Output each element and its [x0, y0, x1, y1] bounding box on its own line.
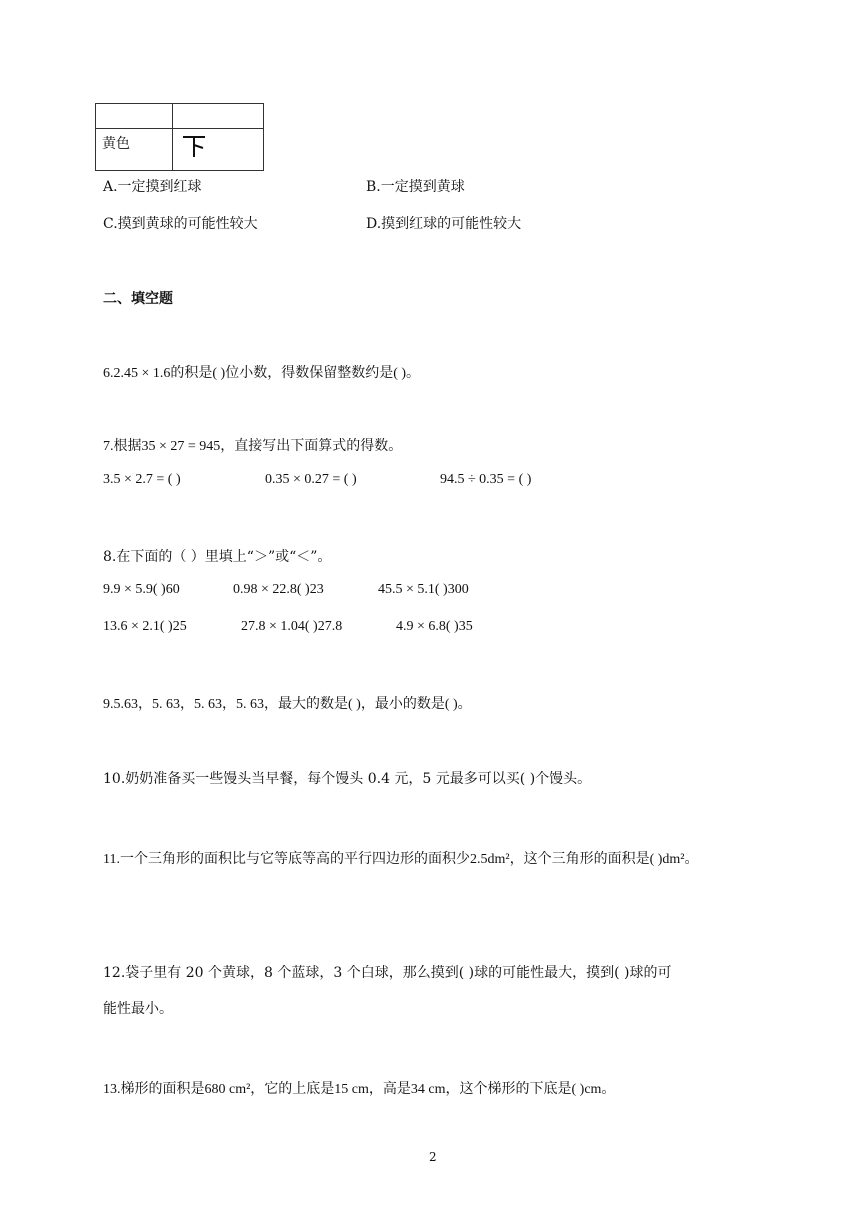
question-8-item: 13.6 × 2.1( )25 — [103, 619, 187, 634]
question-10: 10.奶奶准备买一些馒头当早餐，每个馒头 0.4 元，5 元最多可以买( )个馒头。 — [103, 771, 592, 787]
option-c: C.摸到黄球的可能性较大 — [103, 216, 258, 232]
question-12-line2: 能性最小。 — [103, 1001, 173, 1017]
question-7-stem: 7.根据35 × 27 = 945，直接写出下面算式的得数。 — [103, 439, 403, 454]
option-a: A.一定摸到红球 — [103, 179, 202, 195]
tally-table — [95, 103, 264, 171]
question-8-stem: 8.在下面的（ ）里填上“＞”或“＜”。 — [103, 549, 332, 565]
option-d: D.摸到红球的可能性较大 — [366, 216, 522, 232]
question-7-item: 94.5 ÷ 0.35 = ( ) — [440, 472, 532, 487]
question-8-item: 4.9 × 6.8( )35 — [396, 619, 473, 634]
table-cell — [96, 104, 173, 129]
question-7-item: 0.35 × 0.27 = ( ) — [265, 472, 357, 487]
question-13: 13.梯形的面积是680 cm²，它的上底是15 cm，高是34 cm，这个梯形的下底是( )cm。 — [103, 1082, 616, 1097]
question-6: 6.2.45 × 1.6的积是( )位小数，得数保留整数约是( )。 — [103, 366, 421, 381]
page-number: 2 — [429, 1150, 437, 1164]
question-8-item: 9.9 × 5.9( )60 — [103, 582, 180, 597]
question-8-item: 27.8 × 1.04( )27.8 — [241, 619, 343, 634]
tally-icon — [179, 133, 209, 159]
option-b: B.一定摸到黄球 — [366, 179, 465, 195]
question-12-line1: 12.袋子里有 20 个黄球，8 个蓝球，3 个白球，那么摸到( )球的可能性最大，摸到( )球的可 — [103, 965, 672, 981]
question-8-item: 0.98 × 22.8( )23 — [233, 582, 324, 597]
section-title: 二、填空题 — [103, 291, 173, 307]
question-9: 9.5.63，5. 63，5. 63，5. 63，最大的数是( )，最小的数是( )。 — [103, 697, 472, 712]
tally-mark — [173, 129, 264, 171]
table-cell — [173, 104, 264, 129]
question-11: 11.一个三角形的面积比与它等底等高的平行四边形的面积少2.5dm²，这个三角形的面积是( )dm²。 — [103, 852, 699, 867]
question-7-item: 3.5 × 2.7 = ( ) — [103, 472, 181, 487]
table-cell-color: 黄色 — [96, 129, 173, 171]
question-8-item: 45.5 × 5.1( )300 — [378, 582, 469, 597]
